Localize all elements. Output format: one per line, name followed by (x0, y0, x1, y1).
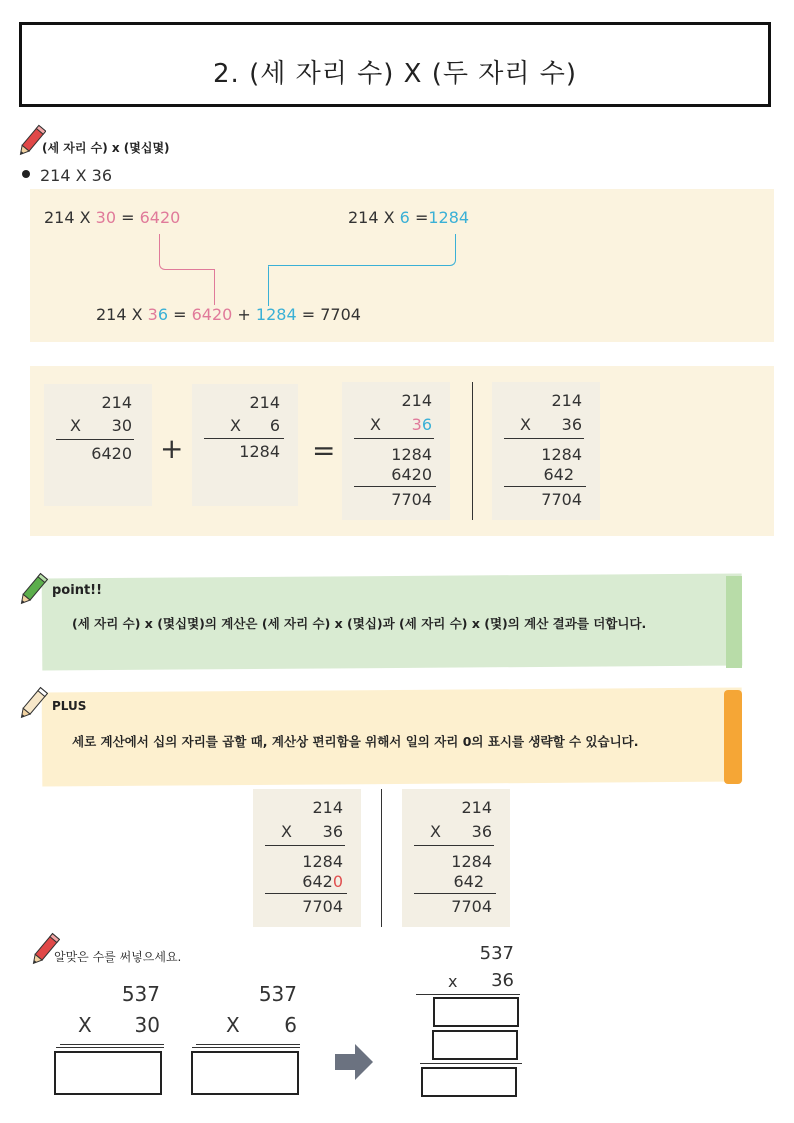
example-problem: 214 X 36 (40, 166, 113, 185)
calc-line (56, 439, 134, 440)
expr-tens-result: 6420 (139, 208, 181, 227)
calc-line (265, 893, 347, 894)
compare-card-short (402, 789, 510, 927)
calc-line (416, 994, 520, 995)
multiplicand: 537 (479, 943, 514, 964)
multiplier: 30 (134, 1013, 160, 1037)
calc-line (196, 1044, 300, 1045)
partial-product-tens: 642 (543, 465, 574, 484)
multiplier: 36 (322, 822, 343, 841)
product: 6420 (91, 444, 132, 463)
partial-product-ones: 1284 (541, 445, 582, 464)
answer-box[interactable] (54, 1051, 162, 1095)
multiplicand: 214 (249, 393, 280, 412)
arrow-right-icon (335, 1044, 375, 1080)
expansion-line-tens (44, 208, 180, 227)
multiplicand: 214 (461, 798, 492, 817)
partial-product-ones: 1284 (391, 445, 432, 464)
calc-card-tens (44, 384, 152, 506)
partial-product-tens: 6420 (391, 465, 432, 484)
multiplicand: 214 (101, 393, 132, 412)
total-product: 7704 (451, 897, 492, 916)
connector-blue-drop (268, 266, 269, 306)
divider (381, 789, 382, 927)
answer-box[interactable] (191, 1051, 299, 1095)
times-sign: X (78, 1013, 92, 1037)
bullet-dot (22, 170, 30, 178)
multiplier: 36 (561, 415, 582, 434)
multiplier: 36 (471, 822, 492, 841)
note-tape (724, 690, 742, 784)
partial-product-ones: 1284 (302, 852, 343, 871)
calc-line (504, 438, 584, 439)
expr-tens-result: 6420 (191, 305, 233, 324)
expr-ones-result: 1284 (255, 305, 297, 324)
connector-blue (268, 234, 456, 266)
divider (472, 382, 473, 520)
multiplicand: 214 (401, 391, 432, 410)
equals-sign: = (312, 434, 336, 467)
expr-text: 214 X (348, 208, 400, 227)
expr-text: 214 X (96, 305, 148, 324)
answer-box-partial-ones[interactable] (433, 997, 519, 1027)
connector-pink-drop (214, 269, 215, 305)
expansion-line-ones (348, 208, 469, 227)
expr-total: = 7704 (296, 305, 361, 324)
calc-line (192, 1047, 300, 1048)
product: 1284 (239, 442, 280, 461)
expansion-sum (96, 305, 361, 324)
calc-card-ones (192, 384, 298, 506)
times-sign: x (448, 972, 458, 991)
calc-line (60, 1044, 164, 1045)
page-title: 2. (세 자리 수) X (두 자리 수) (213, 59, 577, 89)
multiplicand: 537 (258, 982, 297, 1006)
multiplicand: 214 (551, 391, 582, 410)
pencil-plain-icon (16, 684, 48, 724)
point-text: (세 자리 수) x (몇십몇)의 계산은 (세 자리 수) x (몇십)과 (세 자리 수) x (몇)의 계산 결과를 더합니다. (72, 616, 647, 631)
expr-ones-result: 1284 (428, 208, 470, 227)
multiplicand: 537 (121, 982, 160, 1006)
multiplier: 36 (491, 970, 514, 991)
multiplier: 6 (269, 416, 280, 435)
calc-line (354, 438, 434, 439)
expr-text: + (232, 305, 256, 324)
multiplier: 6 (284, 1013, 297, 1037)
plus-text: 세로 계산에서 십의 자리를 곱할 때, 계산상 편리함을 위해서 일의 자리 0의 표시를 생략할 수 있습니다. (72, 734, 639, 749)
times-sign: X (70, 416, 81, 435)
note-tape (726, 576, 742, 668)
plus-label: PLUS (52, 699, 87, 713)
exercise-heading: 알맞은 수를 써넣으세요. (54, 950, 182, 964)
times-sign: X (370, 415, 381, 434)
partial-product-ones: 1284 (451, 852, 492, 871)
expr-ones-digit: 6 (157, 305, 169, 324)
calc-card-short (492, 382, 600, 520)
multiplier-tens: 3 (411, 415, 422, 434)
pencil-green-icon (16, 570, 48, 610)
calc-line (265, 845, 345, 846)
title-box (19, 22, 771, 107)
times-sign: X (230, 416, 241, 435)
total-product: 7704 (541, 490, 582, 509)
point-label: point!! (52, 583, 103, 598)
multiplicand: 214 (312, 798, 343, 817)
times-sign: X (226, 1013, 240, 1037)
omitted-zero: 0 (332, 872, 343, 891)
total-product: 7704 (302, 897, 343, 916)
connector-pink (159, 234, 215, 270)
expr-tens: 30 (95, 208, 117, 227)
times-sign: X (430, 822, 441, 841)
multiplier-ones: 6 (421, 415, 432, 434)
calc-line (414, 845, 494, 846)
expr-text: 214 X (44, 208, 96, 227)
expr-text: = (168, 305, 192, 324)
answer-box-total[interactable] (421, 1067, 517, 1097)
expr-tens-digit: 3 (147, 305, 158, 324)
answer-box-partial-tens[interactable] (432, 1030, 518, 1060)
calc-line (504, 486, 586, 487)
calc-line (414, 893, 496, 894)
calc-line (420, 1063, 522, 1064)
expr-text: = (116, 208, 140, 227)
calc-line (204, 438, 284, 439)
times-sign: X (520, 415, 531, 434)
section-heading: (세 자리 수) x (몇십몇) (42, 141, 170, 155)
plus-sign: + (160, 432, 184, 465)
calc-line (354, 486, 436, 487)
calc-line (56, 1047, 164, 1048)
expr-ones: 6 (399, 208, 410, 227)
total-product: 7704 (391, 490, 432, 509)
multiplier: 30 (111, 416, 132, 435)
expr-text: = (409, 208, 429, 227)
partial-product-tens: 642 (453, 872, 484, 891)
partial-product-tens: 642 (302, 872, 333, 891)
calc-card-combined (342, 382, 450, 520)
times-sign: X (281, 822, 292, 841)
compare-card-full (253, 789, 361, 927)
